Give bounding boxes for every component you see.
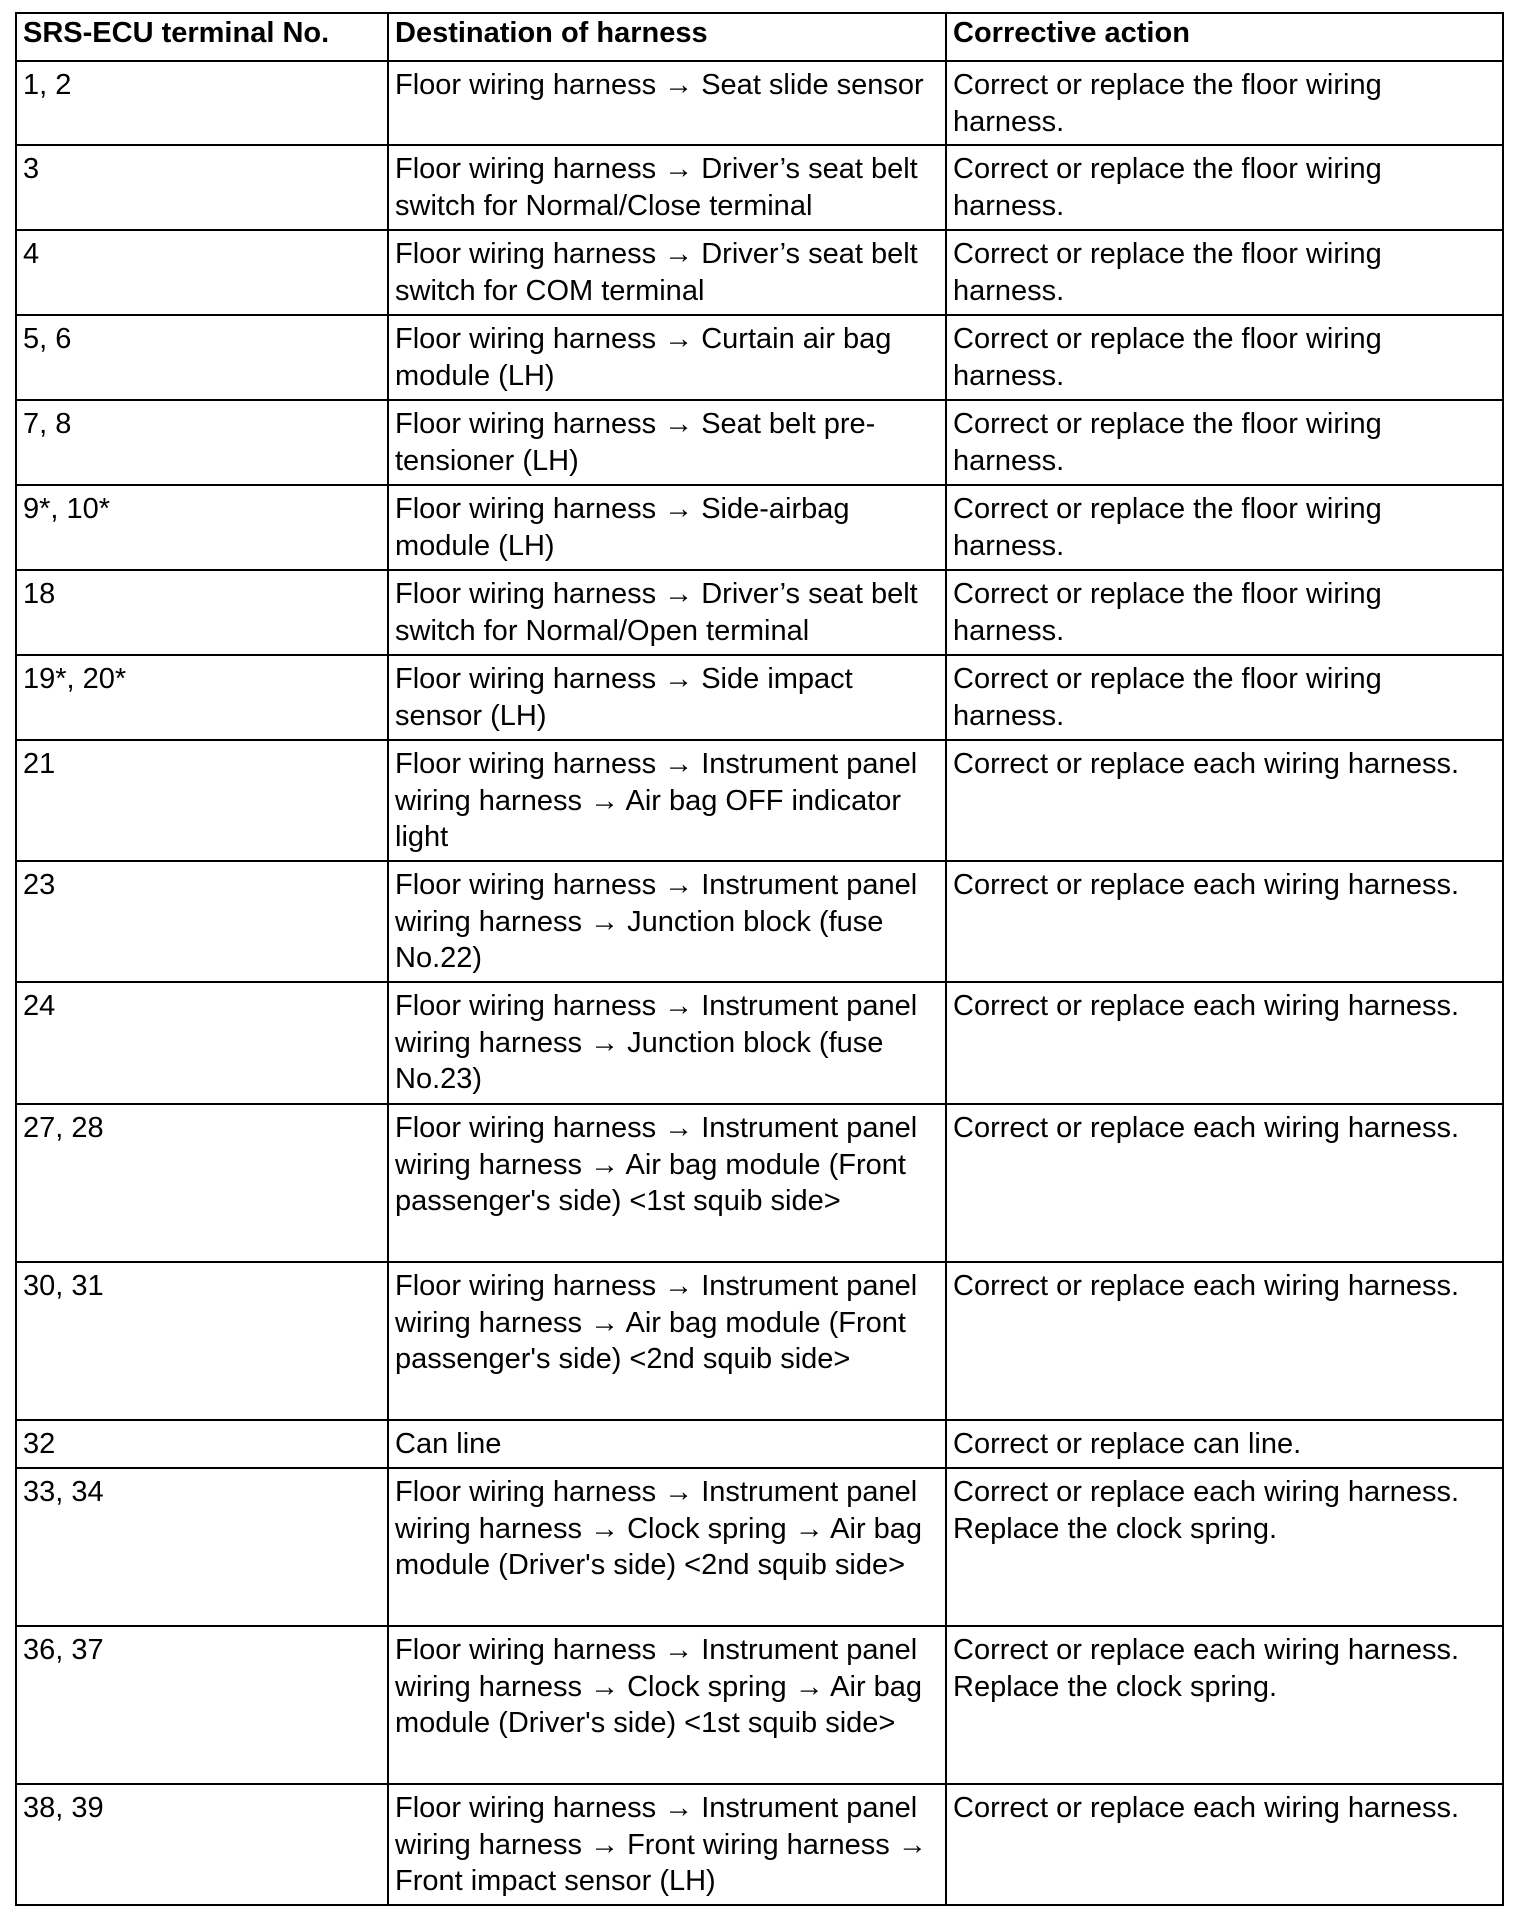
destination-cell: Floor wiring harness → Instrument panel wiring harness → Clock spring → Air bag module (Driver's side) <1st squib side> xyxy=(388,1626,946,1784)
header-terminal: SRS-ECU terminal No. xyxy=(16,13,388,61)
corrective-action-cell: Correct or replace each wiring harness. xyxy=(946,861,1503,982)
destination-cell: Floor wiring harness → Seat slide sensor xyxy=(388,61,946,145)
destination-cell: Floor wiring harness → Instrument panel wiring harness → Air bag OFF indicator light xyxy=(388,740,946,861)
table-row xyxy=(16,485,1503,570)
terminal-cell: 33, 34 xyxy=(16,1468,388,1626)
corrective-action-cell: Correct or replace each wiring harness. xyxy=(946,1784,1503,1905)
table-row xyxy=(16,1262,1503,1420)
terminal-cell: 32 xyxy=(16,1420,388,1468)
table-row xyxy=(16,1104,1503,1262)
destination-cell: Floor wiring harness → Instrument panel wiring harness → Air bag module (Front passenger's side) <2nd squib side> xyxy=(388,1262,946,1420)
terminal-cell: 5, 6 xyxy=(16,315,388,400)
corrective-action-cell: Correct or replace each wiring harness. xyxy=(946,1104,1503,1262)
corrective-action-cell: Correct or replace can line. xyxy=(946,1420,1503,1468)
terminal-cell: 4 xyxy=(16,230,388,315)
destination-cell: Floor wiring harness → Driver’s seat belt switch for COM terminal xyxy=(388,230,946,315)
srs-harness-table xyxy=(15,12,1504,1906)
table-row xyxy=(16,145,1503,230)
destination-cell: Floor wiring harness → Instrument panel wiring harness → Clock spring → Air bag module (Driver's side) <2nd squib side> xyxy=(388,1468,946,1626)
destination-cell: Floor wiring harness → Instrument panel wiring harness → Front wiring harness → Front impact sensor (LH) xyxy=(388,1784,946,1905)
table-row xyxy=(16,1468,1503,1626)
table-body xyxy=(16,61,1503,1905)
table-row xyxy=(16,1626,1503,1784)
table-row xyxy=(16,655,1503,740)
header-destination: Destination of harness xyxy=(388,13,946,61)
terminal-cell: 24 xyxy=(16,982,388,1104)
destination-cell: Floor wiring harness → Seat belt pre-tensioner (LH) xyxy=(388,400,946,485)
destination-cell: Floor wiring harness → Side-airbag module (LH) xyxy=(388,485,946,570)
corrective-action-cell: Correct or replace the floor wiring harness. xyxy=(946,400,1503,485)
terminal-cell: 7, 8 xyxy=(16,400,388,485)
destination-cell: Floor wiring harness → Instrument panel wiring harness → Air bag module (Front passenger's side) <1st squib side> xyxy=(388,1104,946,1262)
table-row xyxy=(16,861,1503,982)
table-row xyxy=(16,982,1503,1104)
corrective-action-cell: Correct or replace each wiring harness. Replace the clock spring. xyxy=(946,1468,1503,1626)
document-page xyxy=(15,12,1502,1906)
corrective-action-cell: Correct or replace the floor wiring harness. xyxy=(946,145,1503,230)
destination-cell: Floor wiring harness → Driver’s seat belt switch for Normal/Open terminal xyxy=(388,570,946,655)
destination-cell: Floor wiring harness → Curtain air bag module (LH) xyxy=(388,315,946,400)
terminal-cell: 19*, 20* xyxy=(16,655,388,740)
corrective-action-cell: Correct or replace each wiring harness. Replace the clock spring. xyxy=(946,1626,1503,1784)
corrective-action-cell: Correct or replace the floor wiring harness. xyxy=(946,230,1503,315)
table-row xyxy=(16,61,1503,145)
destination-cell: Floor wiring harness → Instrument panel wiring harness → Junction block (fuse No.23) xyxy=(388,982,946,1104)
table-row xyxy=(16,400,1503,485)
corrective-action-cell: Correct or replace the floor wiring harness. xyxy=(946,570,1503,655)
destination-cell: Can line xyxy=(388,1420,946,1468)
terminal-cell: 36, 37 xyxy=(16,1626,388,1784)
table-header-row xyxy=(16,13,1503,61)
terminal-cell: 9*, 10* xyxy=(16,485,388,570)
destination-cell: Floor wiring harness → Driver’s seat belt switch for Normal/Close terminal xyxy=(388,145,946,230)
table-row xyxy=(16,740,1503,861)
corrective-action-cell: Correct or replace each wiring harness. xyxy=(946,982,1503,1104)
terminal-cell: 3 xyxy=(16,145,388,230)
table-row xyxy=(16,1420,1503,1468)
corrective-action-cell: Correct or replace the floor wiring harness. xyxy=(946,61,1503,145)
corrective-action-cell: Correct or replace each wiring harness. xyxy=(946,1262,1503,1420)
corrective-action-cell: Correct or replace each wiring harness. xyxy=(946,740,1503,861)
table-row xyxy=(16,315,1503,400)
destination-cell: Floor wiring harness → Side impact sensor (LH) xyxy=(388,655,946,740)
corrective-action-cell: Correct or replace the floor wiring harness. xyxy=(946,315,1503,400)
terminal-cell: 18 xyxy=(16,570,388,655)
terminal-cell: 27, 28 xyxy=(16,1104,388,1262)
header-corrective-action: Corrective action xyxy=(946,13,1503,61)
table-row xyxy=(16,230,1503,315)
terminal-cell: 21 xyxy=(16,740,388,861)
terminal-cell: 23 xyxy=(16,861,388,982)
corrective-action-cell: Correct or replace the floor wiring harness. xyxy=(946,485,1503,570)
terminal-cell: 1, 2 xyxy=(16,61,388,145)
destination-cell: Floor wiring harness → Instrument panel wiring harness → Junction block (fuse No.22) xyxy=(388,861,946,982)
table-row xyxy=(16,570,1503,655)
table-row xyxy=(16,1784,1503,1905)
corrective-action-cell: Correct or replace the floor wiring harness. xyxy=(946,655,1503,740)
terminal-cell: 30, 31 xyxy=(16,1262,388,1420)
terminal-cell: 38, 39 xyxy=(16,1784,388,1905)
